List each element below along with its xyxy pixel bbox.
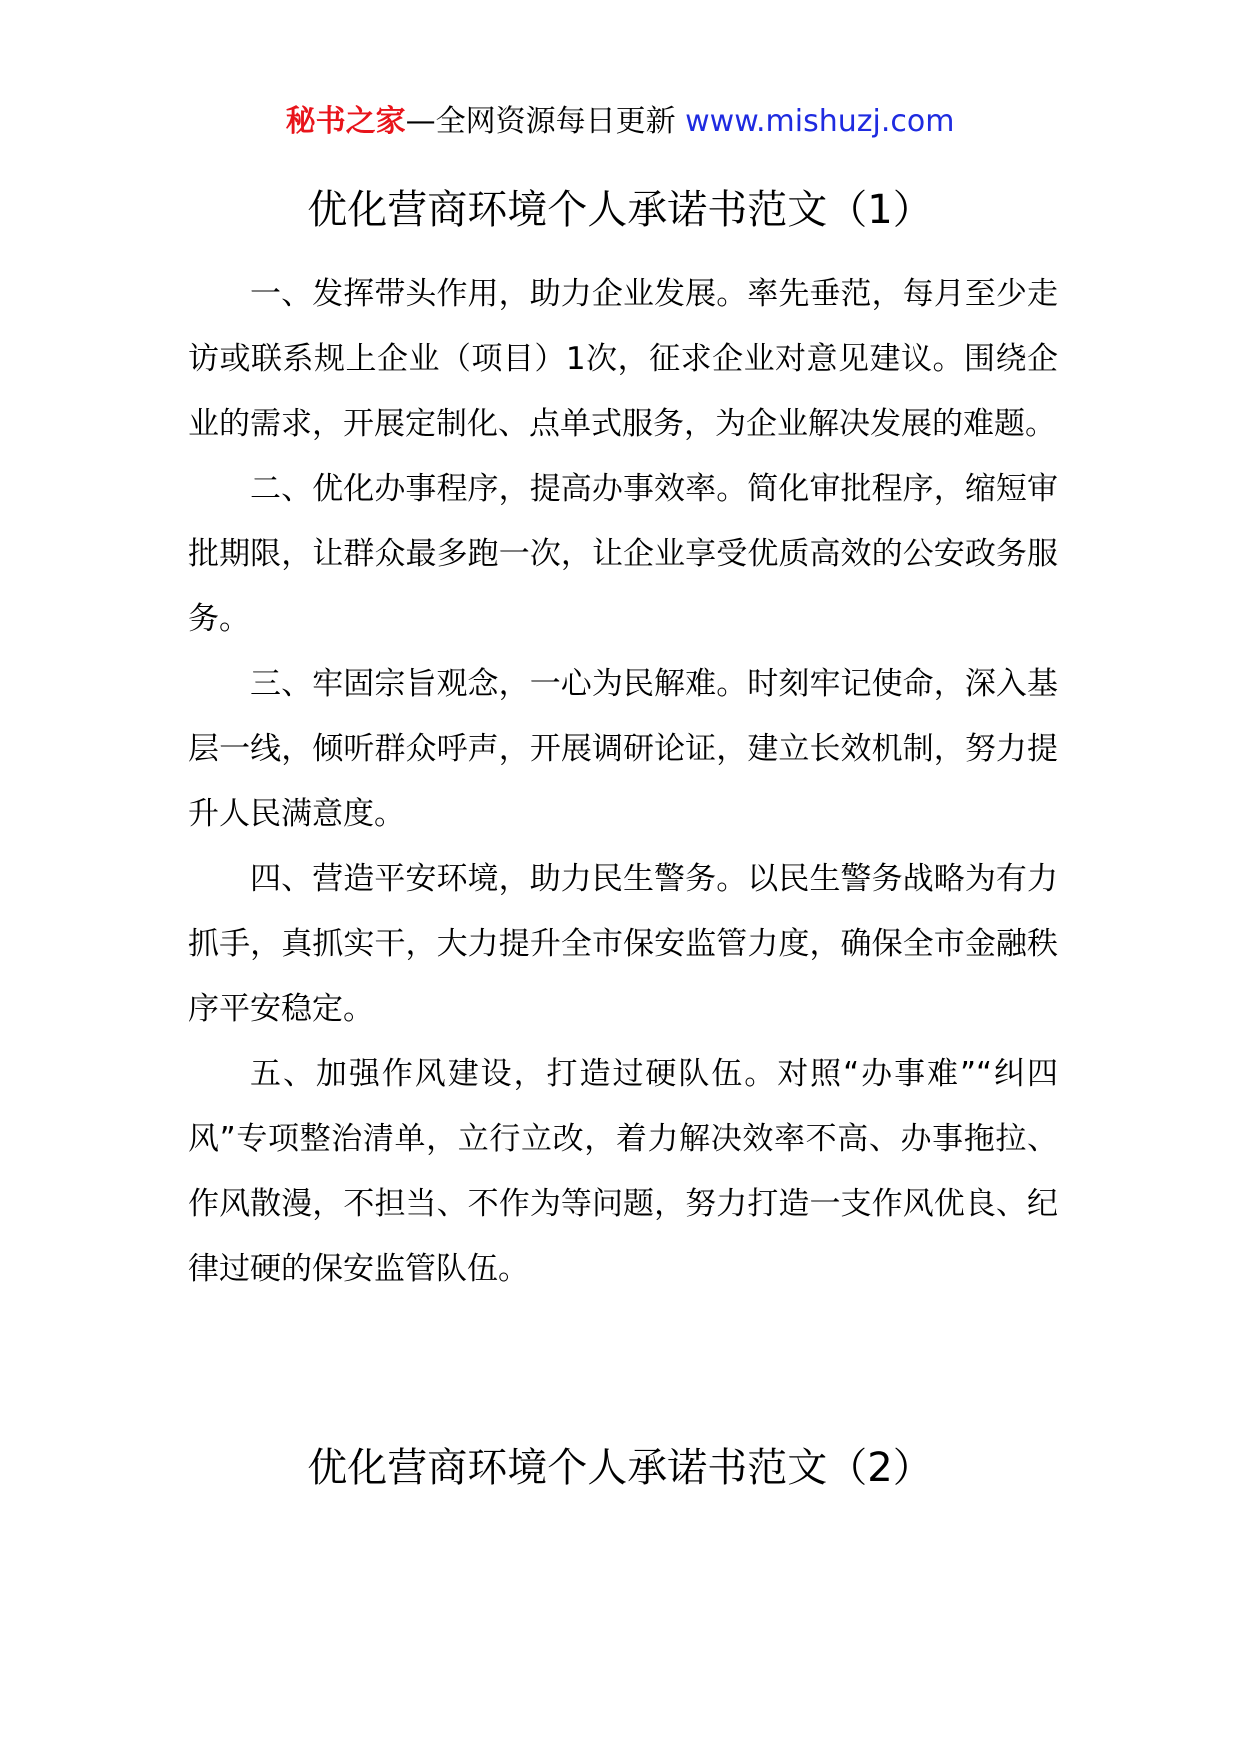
document-title-1: 优化营商环境个人承诺书范文（1） [307,187,933,233]
site-header [0,100,1240,144]
paragraph-1: 一、发挥带头作用，助力企业发展。率先垂范，每月至少走访或联系规上企业（项目）1次，征求企业对意见建议。围绕企业的需求，开展定制化、点单式服务，为企业解决发展的难题。 [188,276,1058,442]
site-tagline: —全网资源每日更新 [405,104,686,139]
document-body [188,262,1058,1302]
paragraph-4: 四、营造平安环境，助力民生警务。以民生警务战略为有力抓手，真抓实干，大力提升全市保安监管力度，确保全市金融秩序平安稳定。 [188,861,1058,1027]
paragraph-2: 二、优化办事程序，提高办事效率。简化审批程序，缩短审批期限，让群众最多跑一次，让企业享受优质高效的公安政务服务。 [188,471,1058,637]
site-brand: 秘书之家 [285,104,406,139]
paragraph-3: 三、牢固宗旨观念，一心为民解难。时刻牢记使命，深入基层一线，倾听群众呼声，开展调研论证，建立长效机制，努力提升人民满意度。 [188,666,1058,832]
site-url-link[interactable]: www.mishuzj.com [685,104,955,139]
paragraph-5: 五、加强作风建设，打造过硬队伍。对照“办事难”“纠四风”专项整治清单，立行立改，着力解决效率不高、办事拖拉、作风散漫，不担当、不作为等问题，努力打造一支作风优良、纪律过硬的保安监管队伍。 [188,1056,1058,1287]
document-title-2: 优化营商环境个人承诺书范文（2） [307,1445,933,1491]
